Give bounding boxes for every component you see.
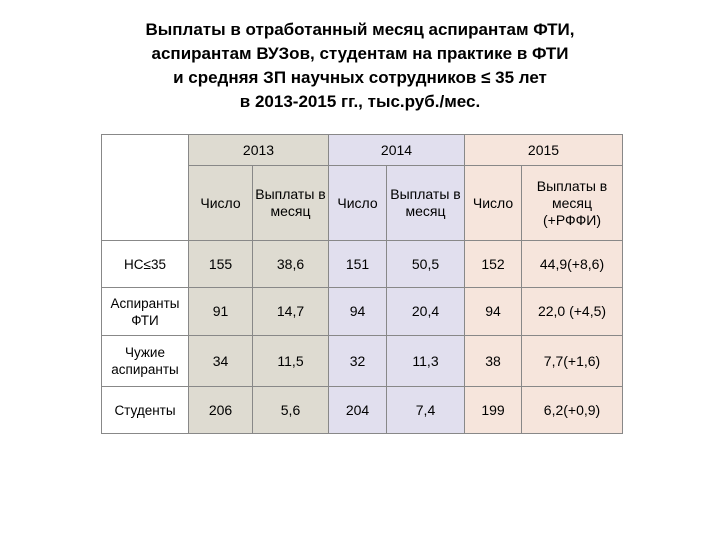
row-label: НС≤35 [102,241,189,288]
title-line-1: Выплаты в отработанный месяц аспирантам ФТИ, [145,20,575,39]
title-line-4: в 2013-2015 гг., тыс.руб./мес. [239,92,481,111]
slide-title [60,18,660,114]
row-label: Чужие аспиранты [102,336,189,387]
year-2015-header: 2015 [465,135,623,166]
title-line-2: аспирантам ВУЗов, студентам на практике в ФТИ [151,44,569,63]
year-header-row [102,135,623,166]
table-row [102,241,623,288]
table-cell: 155 [189,241,253,288]
table-cell: 7,4 [387,387,465,434]
table-row [102,336,623,387]
table-cell: 91 [189,288,253,336]
table-cell: 22,0 (+4,5) [522,288,623,336]
table-cell: 5,6 [253,387,329,434]
table-cell: 14,7 [253,288,329,336]
table-cell: 32 [329,336,387,387]
table-cell: 11,3 [387,336,465,387]
table-cell: 38 [465,336,522,387]
table-cell: 94 [465,288,522,336]
year-2013-header: 2013 [189,135,329,166]
table-cell: 206 [189,387,253,434]
payments-table [101,134,623,434]
table-row [102,387,623,434]
table-cell: 38,6 [253,241,329,288]
pay-header-2015: Выплаты в месяц (+РФФИ) [522,166,623,241]
title-line-3: и средняя ЗП научных сотрудников ≤ 35 лет [173,68,547,87]
table-cell: 44,9(+8,6) [522,241,623,288]
table-cell: 34 [189,336,253,387]
corner-cell [102,135,189,241]
row-label: Студенты [102,387,189,434]
table-cell: 20,4 [387,288,465,336]
table-cell: 11,5 [253,336,329,387]
table-cell: 50,5 [387,241,465,288]
table-row [102,288,623,336]
table-cell: 199 [465,387,522,434]
table-cell: 6,2(+0,9) [522,387,623,434]
pay-header-2013: Выплаты в месяц [253,166,329,241]
table-cell: 204 [329,387,387,434]
table-cell: 7,7(+1,6) [522,336,623,387]
year-2014-header: 2014 [329,135,465,166]
table-cell: 94 [329,288,387,336]
pay-header-2014: Выплаты в месяц [387,166,465,241]
row-label: Аспиранты ФТИ [102,288,189,336]
count-header-2013: Число [189,166,253,241]
table-cell: 151 [329,241,387,288]
table-cell: 152 [465,241,522,288]
count-header-2015: Число [465,166,522,241]
count-header-2014: Число [329,166,387,241]
